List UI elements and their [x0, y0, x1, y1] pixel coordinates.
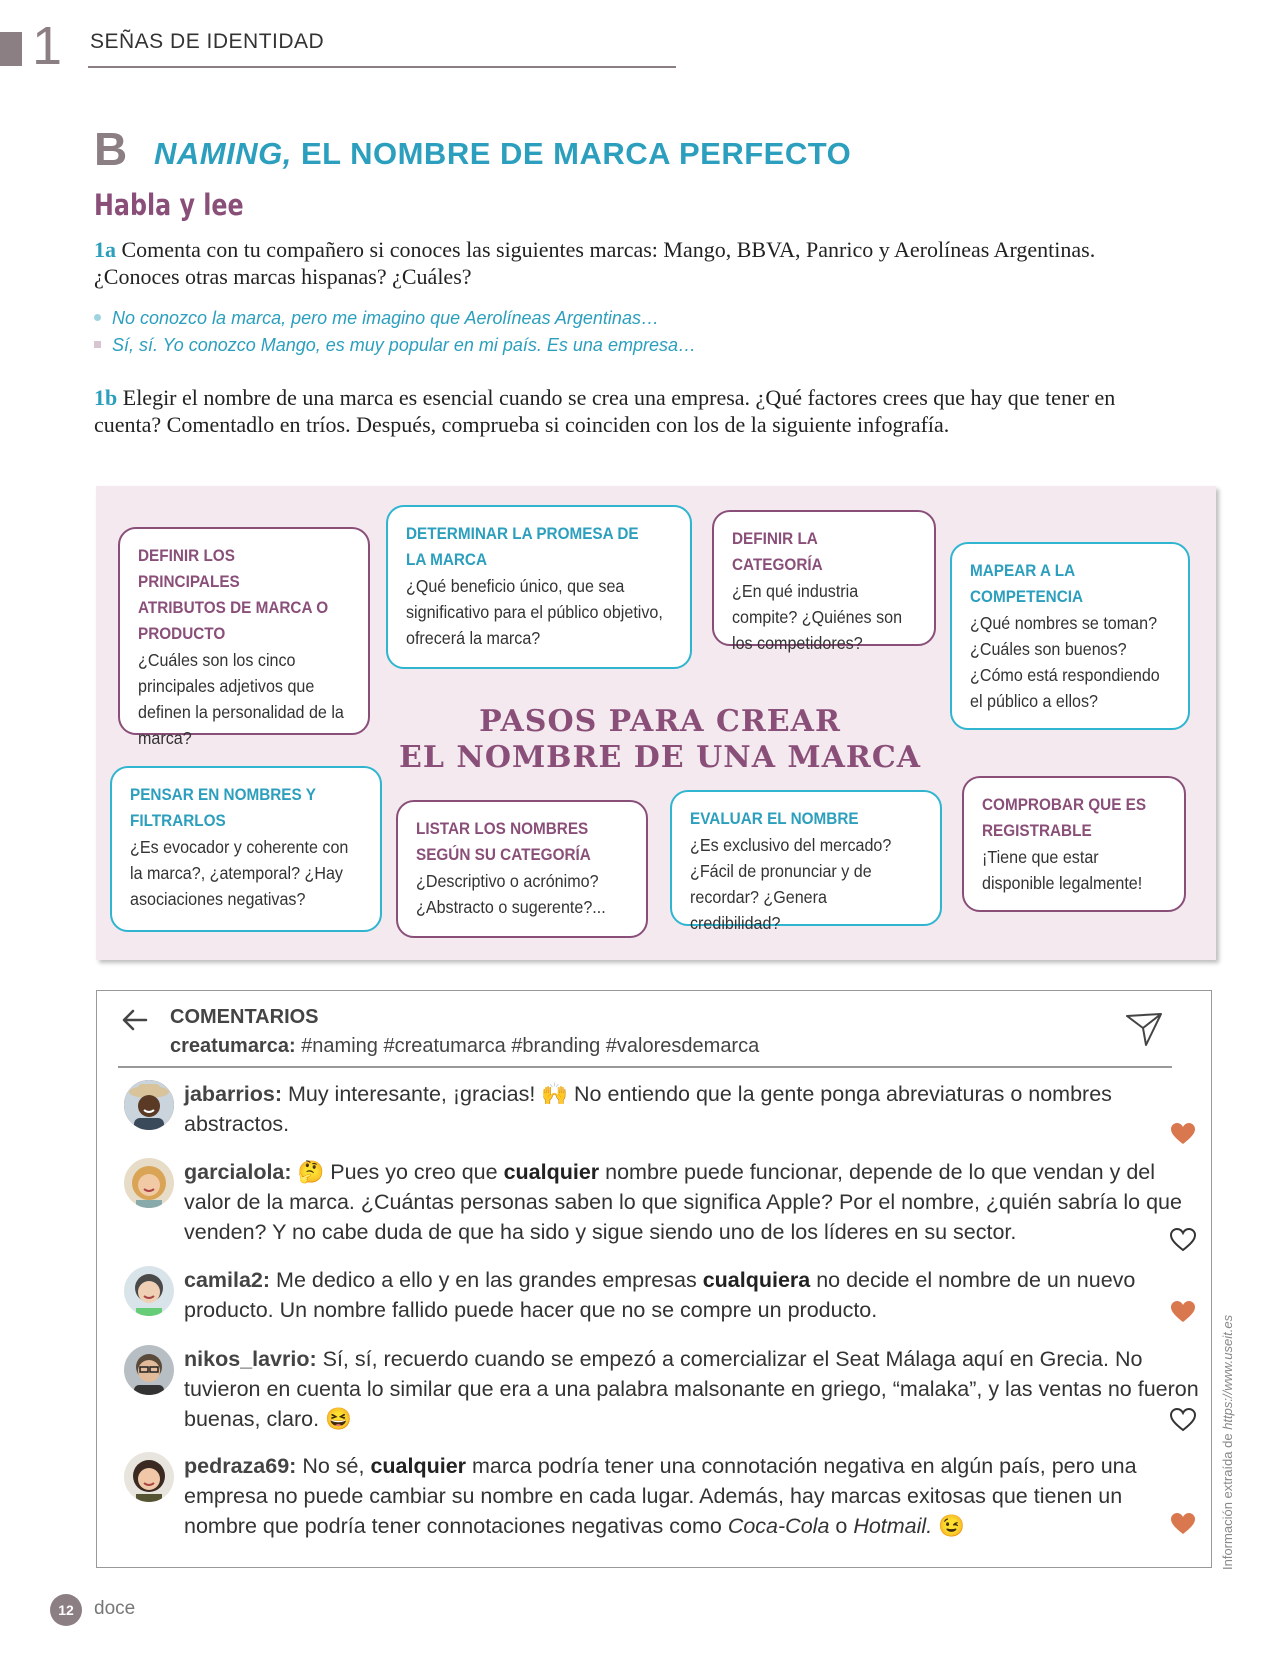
comment-body: 🤔 Pues yo creo que	[291, 1160, 504, 1184]
comment-bold: cualquiera	[702, 1268, 811, 1292]
heart-outline-icon[interactable]	[1170, 1228, 1196, 1252]
avatar-woman-short-hair-icon	[124, 1266, 174, 1316]
example-text: No conozco la marca, pero me imagino que Aerolíneas Argentinas…	[112, 308, 659, 328]
comment-body: Sí, sí, recuerdo cuando se empezó a comercializar el Seat Málaga aquí en Grecia. No tuvieron en cuenta lo similar que era a una palabra malsonante en griego, “malaka”, y las ventas no fueron buenas, claro. 😆	[184, 1347, 1199, 1431]
comment-bold: cualquier	[503, 1160, 600, 1184]
credit-url: https://www.useit.es	[1220, 1314, 1235, 1430]
section-title	[154, 134, 851, 174]
step-card	[712, 510, 936, 653]
comment-italic: Coca-Cola	[727, 1514, 830, 1538]
comment-body: no decide el nombre de un nuevo producto. Un nombre fallido puede hacer que no se compre un producto.	[184, 1268, 1136, 1322]
unit-color-block	[0, 32, 22, 66]
step-card-body: ¿Es evocador y coherente con la marca?, ¿atemporal? ¿Hay asociaciones negativas?	[130, 837, 349, 909]
infographic-title-line: EL NOMBRE DE UNA MARCA	[399, 740, 921, 775]
step-card	[962, 776, 1186, 912]
comments-title: COMENTARIOS	[170, 1006, 319, 1028]
step-card-body: ¿Cuáles son los cinco principales adjetivos que definen la personalidad de la marca?	[138, 650, 344, 748]
section-letter: B	[94, 123, 128, 175]
infographic-title-line: PASOS PARA CREAR	[479, 704, 841, 739]
heart-outline-icon[interactable]	[1170, 1408, 1196, 1432]
send-icon[interactable]	[1124, 1010, 1164, 1048]
comment-text	[184, 1265, 1200, 1325]
avatar	[124, 1266, 174, 1316]
step-card-body: ¡Tiene que estar disponible legalmente!	[982, 847, 1143, 893]
page-word: doce	[94, 1598, 136, 1619]
step-card-title: PENSAR EN NOMBRES Y FILTRARLOS	[130, 785, 316, 830]
infographic-title	[300, 704, 1020, 776]
comment-body: 😉	[932, 1514, 965, 1538]
avatar-man-hat-icon	[124, 1080, 174, 1130]
avatar	[124, 1452, 174, 1502]
comment-body: nombre puede funcionar, depende de lo que vendan y del valor de la marca. ¿Cuántas personas saben lo que significa Apple? Por el nombre, ¿quién sabría lo que venden? Y no cabe duda de que ha sido y sigue siendo uno de los líderes en su sector.	[184, 1160, 1182, 1244]
comment-body: Muy interesante, ¡gracias! 🙌 No entiendo que la gente ponga abreviaturas o nombres abstractos.	[184, 1082, 1112, 1136]
exercise-1a	[94, 236, 1124, 290]
step-card	[950, 542, 1190, 730]
avatar	[124, 1080, 174, 1130]
avatar-woman-icon	[124, 1158, 174, 1208]
avatar	[124, 1158, 174, 1208]
section-title-rest: EL NOMBRE DE MARCA PERFECTO	[291, 136, 852, 171]
step-card-title: DETERMINAR LA PROMESA DE LA MARCA	[406, 524, 639, 569]
unit-number: 1	[32, 16, 63, 76]
comment-user: pedraza69:	[184, 1454, 297, 1478]
source-credit	[1220, 1315, 1235, 1570]
comment-italic: Hotmail.	[853, 1514, 933, 1538]
step-card-body: ¿Descriptivo o acrónimo? ¿Abstracto o sugerente?...	[416, 871, 606, 917]
unit-title: SEÑAS DE IDENTIDAD	[90, 30, 325, 53]
exercise-1b	[94, 384, 1124, 438]
exercise-number: 1a	[94, 237, 116, 262]
arrow-left-icon[interactable]	[120, 1005, 150, 1035]
comment-text	[184, 1344, 1200, 1434]
step-card-title: COMPROBAR QUE ES REGISTRABLE	[982, 795, 1147, 840]
step-card-body: ¿Qué nombres se toman? ¿Cuáles son buenos? ¿Cómo está respondiendo el público a ellos?	[970, 613, 1160, 711]
step-card-title: MAPEAR A LA COMPETENCIA	[970, 561, 1084, 606]
comment-body: Me dedico a ello y en las grandes empresas	[270, 1268, 703, 1292]
step-card	[396, 800, 648, 938]
comment-body: o	[829, 1514, 854, 1538]
page-number: 12	[50, 1594, 82, 1626]
bullet-dot-icon	[94, 314, 101, 321]
step-card-body: ¿En qué industria compite? ¿Quiénes son los competidores?	[732, 581, 903, 653]
comments-hashtags	[170, 1035, 759, 1058]
comment-body: marca podría tener una connotación negativa en algún país, pero una empresa no puede cambiar su nombre en cada lugar. Además, hay marcas exitosas que tienen un nombre que podría tener connotaciones negativas como	[184, 1454, 1137, 1538]
comment-user: camila2:	[184, 1268, 271, 1292]
step-card	[670, 790, 942, 933]
example-text: Sí, sí. Yo conozco Mango, es muy popular en mi país. Es una empresa…	[112, 335, 696, 355]
example-item	[94, 305, 696, 332]
heart-filled-icon[interactable]	[1170, 1512, 1196, 1536]
exercise-text: Comenta con tu compañero si conoces las siguientes marcas: Mango, BBVA, Panrico y Aerolíneas Argentinas. ¿Conoces otras marcas hispanas? ¿Cuáles?	[94, 237, 1096, 289]
exercise-text: Elegir el nombre de una marca es esencial cuando se crea una empresa. ¿Qué factores crees que hay que tener en cuenta? Comentadlo en tríos. Después, comprueba si coinciden con los de la siguiente infografía.	[94, 385, 1116, 437]
step-card-title: LISTAR LOS NOMBRES SEGÚN SU CATEGORÍA	[416, 819, 591, 864]
comment-user: nikos_lavrio:	[184, 1347, 317, 1371]
comment-user: jabarrios:	[184, 1082, 282, 1106]
credit-text: Información extraída de	[1220, 1429, 1235, 1570]
step-card-body: ¿Es exclusivo del mercado? ¿Fácil de pronunciar y de recordar? ¿Genera credibilidad?	[690, 835, 892, 933]
comment-text	[184, 1079, 1200, 1139]
example-list	[94, 305, 696, 359]
hashtags: #naming #creatumarca #branding #valoresdemarca	[295, 1035, 760, 1057]
avatar	[124, 1345, 174, 1395]
step-card-body: ¿Qué beneficio único, que sea significativo para el público objetivo, ofrecerá la marca?	[406, 576, 663, 648]
comment-text	[184, 1451, 1200, 1541]
exercise-number: 1b	[94, 385, 118, 410]
comments-divider	[118, 1066, 1172, 1068]
example-item	[94, 332, 696, 359]
step-card-title: DEFINIR LA CATEGORÍA	[732, 529, 823, 574]
step-card	[386, 505, 692, 669]
heart-filled-icon[interactable]	[1170, 1122, 1196, 1146]
comment-text	[184, 1157, 1200, 1247]
account-name: creatumarca:	[170, 1035, 296, 1057]
avatar-man-glasses-icon	[124, 1345, 174, 1395]
section-title-italic: NAMING,	[154, 136, 292, 171]
header-rule	[88, 66, 676, 68]
comment-user: garcialola:	[184, 1160, 292, 1184]
heart-filled-icon[interactable]	[1170, 1300, 1196, 1324]
comment-bold: cualquier	[370, 1454, 467, 1478]
bullet-square-icon	[94, 341, 101, 348]
step-card	[110, 766, 382, 932]
subheading: Habla y lee	[94, 188, 244, 222]
comment-body: No sé,	[296, 1454, 371, 1478]
avatar-woman-dark-hair-icon	[124, 1452, 174, 1502]
step-card-title: DEFINIR LOS PRINCIPALES ATRIBUTOS DE MARCA O PRODUCTO	[138, 546, 329, 643]
step-card-title: EVALUAR EL NOMBRE	[690, 809, 859, 828]
